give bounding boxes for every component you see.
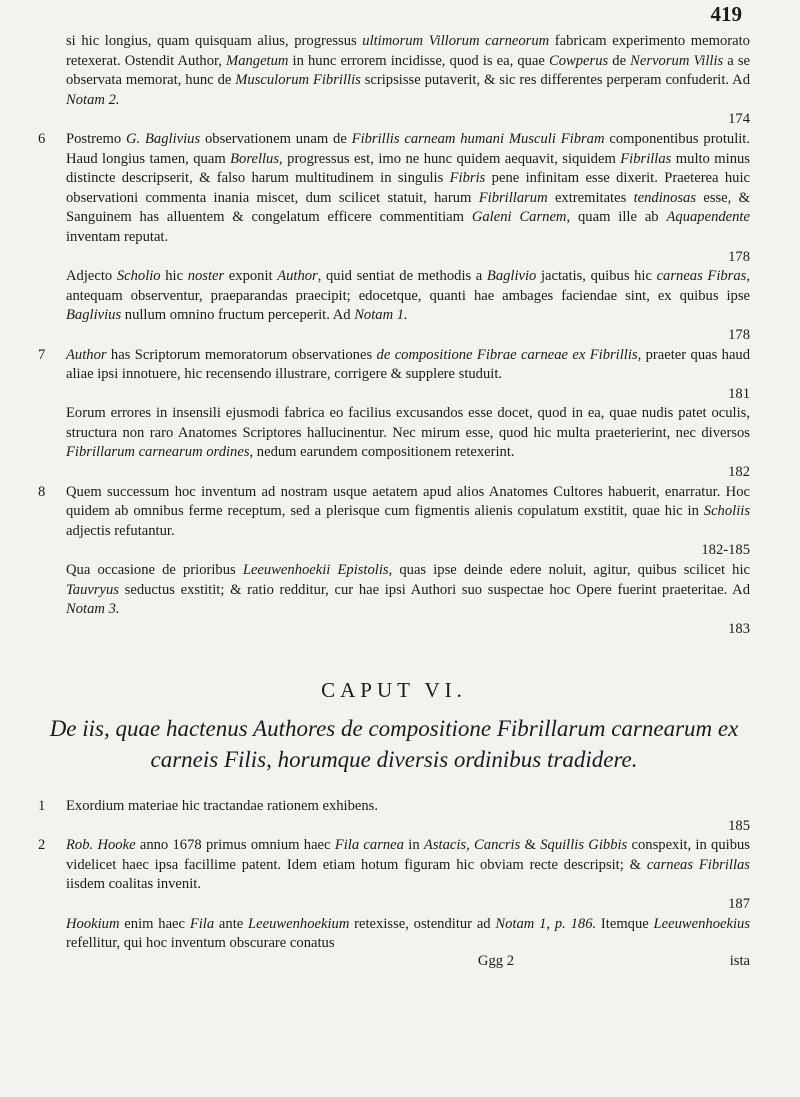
page-reference: 183 <box>728 620 750 637</box>
paragraph-7: 7 Author has Scriptorum memoratorum observationes de compositione Fibrae carneae ex Fibrillis, praeter quas haud aliae ipsi innotuere, hic recensendo illustrare, corrigere & supplere studuit. <box>38 346 751 383</box>
chapter-heading: CAPUT VI. <box>321 678 467 703</box>
page-reference: 178 <box>728 326 750 343</box>
chapter-subtitle: De iis, quae hactenus Authores de compositione Fibrillarum carnearum ex carneis Filis, horumque diversis ordinibus tradidere. <box>49 716 739 772</box>
page-reference: 182 <box>728 464 750 481</box>
paragraph-number: 8 <box>38 483 46 500</box>
paragraph-8-continued: Qua occasione de prioribus Leeuwenhoekii Epistolis, quas ipse deinde edere noluit, agitur, quibus scilicet hic Tauvryus seductus exstitit; & ratio redditur, cur hae ipsi Authori suo suspectae hoc Opere fuerint praeteritae. Ad Notam 3. <box>66 562 750 618</box>
summary-1: 1 Exordium materiae hic tractandae rationem exhibens. <box>38 797 750 817</box>
summary-2-continued: Hookium enim haec Fila ante Leeuwenhoekium retexisse, ostenditur ad Notam 1, p. 186. Itemque Leeuwenhoekius refellitur, qui hoc inventum obscurare conatus <box>66 915 751 952</box>
paragraph-number: 7 <box>38 346 46 363</box>
page-reference: 174 <box>728 111 750 128</box>
catchword: ista <box>729 952 750 969</box>
summary-2: 2 Rob. Hooke anno 1678 primus omnium haec Fila carnea in Astacis, Cancris & Squillis Gibbis conspexit, in quibus videlicet haec ipsa facillime patent. Idem etiam hotum figuram hic obviam recte descripsit; & carneas Fibrillas iisdem coalitas invenit. <box>38 837 750 893</box>
page-number: 419 <box>710 2 742 26</box>
page-reference: 185 <box>728 817 750 834</box>
paragraph-6: 6 Postremo G. Baglivius observationem unam de Fibrillis carneam humani Musculi Fibram componentibus protulit. Haud longius tamen, quam Borellus, progressus est, imo ne hunc quidem aequavit, siquidem Fibrillas multo minus distincte descripserit, & falso harum multitudinem in singulis Fibris pene infinitam esse dixerit. Praeterea huic observationi commenta inania miscet, dum scilicet statuit, harum Fibrillarum extremitates tendinosas esse, & Sanguinem has alluentem & congelatum efficere commentitiam Galeni Carnem, quam ille ab Aquapendente inventam reputat. <box>38 130 751 245</box>
page-reference: 178 <box>728 248 750 265</box>
paragraph-number: 2 <box>38 837 46 854</box>
page-reference: 182-185 <box>701 542 750 559</box>
intro-paragraph: si hic longius, quam quisquam alius, progressus ultimorum Villorum carneorum fabricam experimento memorato retexerat. Ostendit Author, Mangetum in hunc errorem incidisse, quod is ea, quae Cowperus de Nervorum Villis a se observata memorat, hunc de Musculorum Fibrillis scripsisse putaverit, & sic res differentes perperam confuderit. Ad Notam 2. <box>66 33 751 108</box>
paragraph-8: 8 Quem successum hoc inventum ad nostram usque aetatem apud alios Anatomes Cultores habuerit, enarratur. Hoc quidem ab omnibus ferme receptum, sed a plerisque cum figmentis alienis copulatum exstitit, quae hic in Scholiis adjectis refutantur. <box>38 483 750 539</box>
paragraph-number: 6 <box>38 130 46 147</box>
paragraph-number: 1 <box>38 798 46 814</box>
page-reference: 181 <box>728 385 750 402</box>
page-reference: 187 <box>728 895 750 912</box>
signature-mark: Ggg 2 <box>477 952 514 969</box>
paragraph-6-continued: Adjecto Scholio hic noster exponit Author, quid sentiat de methodis a Baglivio jactatis, quibus hic carneas Fibras, antequam observentur, praeparandas praecipit; edocetque, quanti hae ambages faciendae sint, ex quibus ipse Baglivius nullum omnino fructum perceperit. Ad Notam 1. <box>66 268 750 324</box>
signature-line <box>38 952 750 972</box>
paragraph-7-continued: Eorum errores in insensili ejusmodi fabrica eo facilius excusandos esse docet, quod in ea, quae nudis patet oculis, structura non raro Anatomes Scriptores hallucinentur. Nec mirum esse, quod hic multa praeterierint, nec diversos Fibrillarum carnearum ordines, nedum earundem compositionem retexerint. <box>66 405 750 461</box>
text-body <box>38 32 750 971</box>
